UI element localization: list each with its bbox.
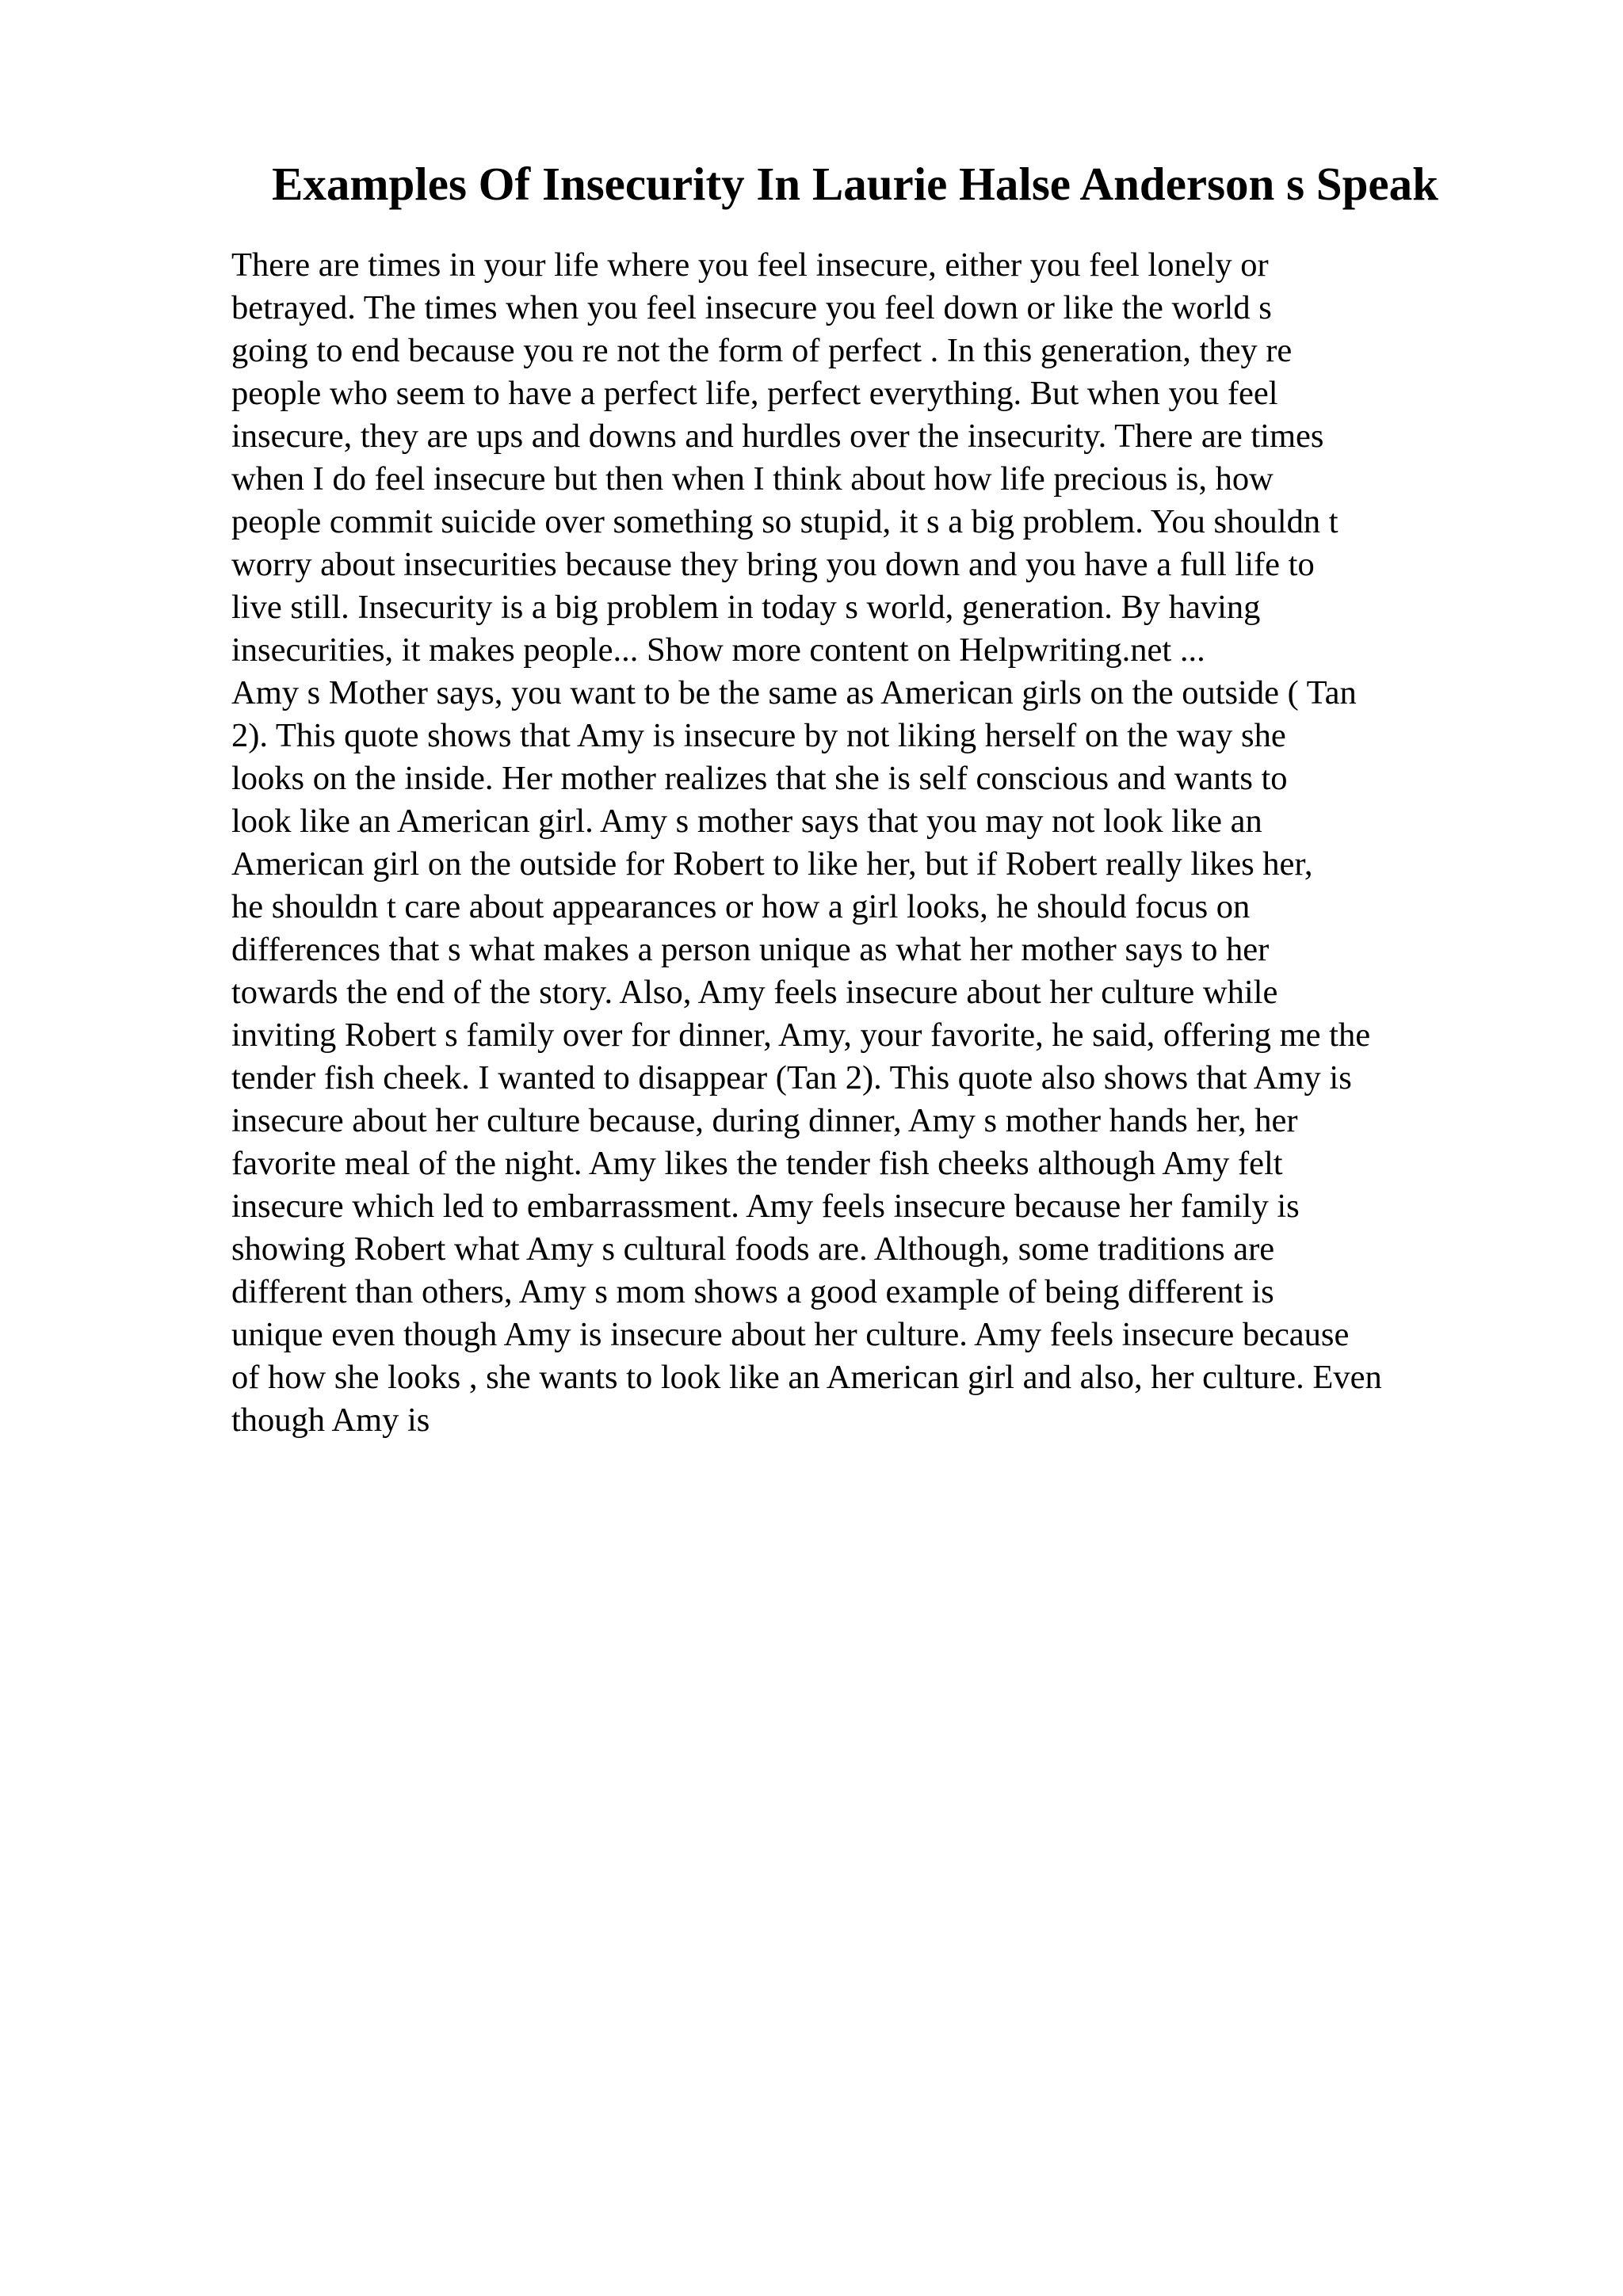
- body-line: live still. Insecurity is a big problem in today s world, generation. By having: [231, 589, 1261, 626]
- body-line: differences that s what makes a person unique as what her mother says to her: [231, 931, 1270, 968]
- body-line: There are times in your life where you feel insecure, either you feel lonely or: [231, 246, 1269, 284]
- body-line: insecurities, it makes people... Show more content on Helpwriting.net ...: [231, 631, 1205, 669]
- body-line: insecure which led to embarrassment. Amy feels insecure because her family is: [231, 1188, 1300, 1225]
- body-line: when I do feel insecure but then when I think about how life precious is, how: [231, 460, 1274, 498]
- body-line: showing Robert what Amy s cultural foods are. Although, some traditions are: [231, 1230, 1275, 1268]
- body-line: look like an American girl. Amy s mother says that you may not look like an: [231, 803, 1262, 840]
- body-line: different than others, Amy s mom shows a good example of being different is: [231, 1273, 1274, 1310]
- body-line: towards the end of the story. Also, Amy feels insecure about her culture while: [231, 974, 1278, 1011]
- body-line: going to end because you re not the form of perfect . In this generation, they re: [231, 332, 1293, 369]
- body-line: people who seem to have a perfect life, perfect everything. But when you feel: [231, 375, 1278, 412]
- body-line: favorite meal of the night. Amy likes the tender fish cheeks although Amy felt: [231, 1145, 1283, 1182]
- document-body: [231, 244, 1515, 1442]
- body-line: looks on the inside. Her mother realizes that she is self conscious and wants to: [231, 760, 1288, 797]
- body-line: Amy s Mother says, you want to be the same as American girls on the outside ( Tan: [231, 674, 1357, 711]
- body-line: of how she looks , she wants to look like an American girl and also, her culture. Even: [231, 1359, 1382, 1396]
- body-line: unique even though Amy is insecure about her culture. Amy feels insecure because: [231, 1316, 1350, 1353]
- body-line: betrayed. The times when you feel insecure you feel down or like the world s: [231, 289, 1272, 326]
- body-line: tender fish cheek. I wanted to disappear (Tan 2). This quote also shows that Amy is: [231, 1059, 1352, 1097]
- body-line: American girl on the outside for Robert to like her, but if Robert really likes her,: [231, 845, 1313, 883]
- body-line: insecure about her culture because, during dinner, Amy s mother hands her, her: [231, 1102, 1298, 1139]
- body-line: 2). This quote shows that Amy is insecure by not liking herself on the way she: [231, 717, 1286, 754]
- body-line: inviting Robert s family over for dinner, Amy, your favorite, he said, offering me the: [231, 1016, 1371, 1054]
- document-title: Examples Of Insecurity In Laurie Halse Anderson s Speak: [272, 158, 1438, 210]
- body-line: worry about insecurities because they bring you down and you have a full life to: [231, 546, 1315, 583]
- body-line: insecure, they are ups and downs and hurdles over the insecurity. There are times: [231, 418, 1324, 455]
- body-line: he shouldn t care about appearances or how a girl looks, he should focus on: [231, 888, 1251, 925]
- body-line: though Amy is: [231, 1402, 430, 1439]
- body-line: people commit suicide over something so stupid, it s a big problem. You shouldn t: [231, 503, 1338, 540]
